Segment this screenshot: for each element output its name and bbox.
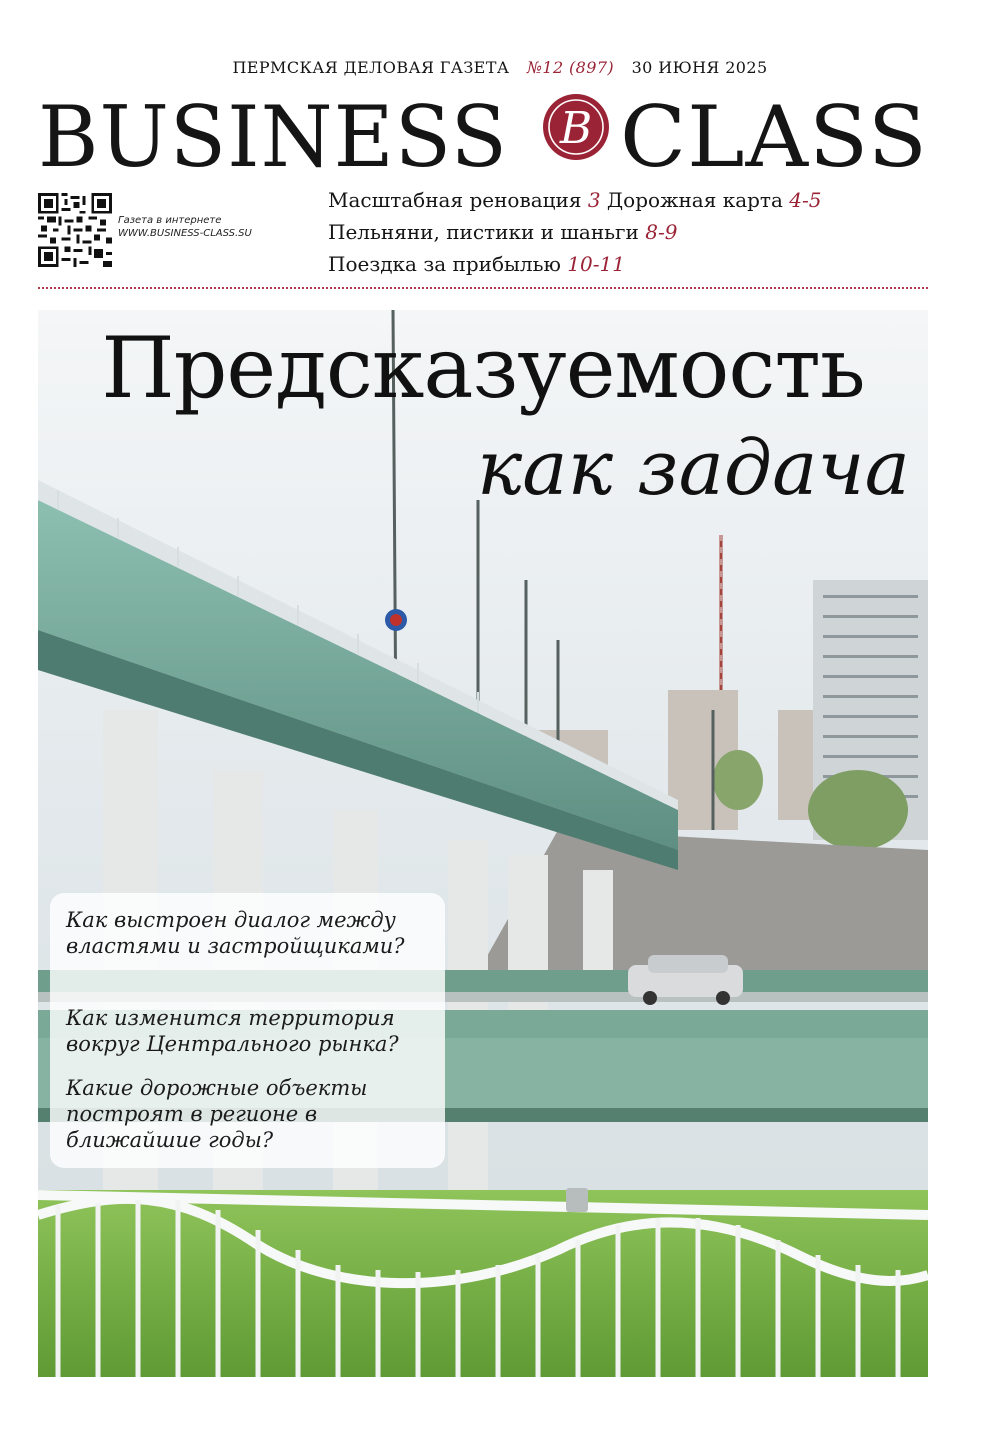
issue-number: №12 (897) <box>526 58 615 77</box>
dotted-divider <box>38 287 928 289</box>
contents-item-page: 4-5 <box>789 188 822 212</box>
website-link[interactable]: WWW.BUSINESS-CLASS.SU <box>118 228 252 239</box>
question-item: Как изменится территория вокруг Центрального рынка? <box>66 1006 399 1056</box>
contents-row-1 <box>328 184 948 216</box>
logo-svg <box>38 82 938 182</box>
headline-line-2: как задача <box>476 423 910 512</box>
web-label-text: Газета в интернете <box>118 215 222 226</box>
contents-item-title[interactable]: Поездка за прибылью <box>328 252 561 276</box>
contents-item-page: 8-9 <box>645 220 678 244</box>
contents-row-2 <box>328 216 948 248</box>
contents-item-page: 3 <box>587 188 601 212</box>
logo-emblem <box>543 94 609 160</box>
contents-item-page: 10-11 <box>567 252 625 276</box>
logo-word-class: CLASS <box>620 88 928 182</box>
table-of-contents <box>328 184 948 280</box>
contents-item-title[interactable]: Дорожная карта <box>606 188 783 212</box>
contents-item-title[interactable]: Пельняни, пистики и шаньги <box>328 220 639 244</box>
questions-box <box>50 893 445 1168</box>
logo-word-business: BUSINESS <box>38 88 508 182</box>
issue-date: 30 ИЮНЯ 2025 <box>631 58 768 77</box>
masthead-info <box>0 58 1000 84</box>
business-class-logo <box>38 82 938 182</box>
web-label <box>118 214 318 240</box>
headline-line-1: Предсказуемость <box>101 319 865 417</box>
contents-row-3 <box>328 248 948 280</box>
question-item: Какие дорожные объекты построят в регионе в ближайшие годы? <box>66 1076 368 1152</box>
publication-name: ПЕРМСКАЯ ДЕЛОВАЯ ГАЗЕТА <box>232 58 510 77</box>
logo-emblem-letter: B <box>559 103 593 154</box>
question-item: Как выстроен диалог между властями и застройщиками? <box>66 908 405 958</box>
qr-code[interactable] <box>38 193 112 267</box>
contents-item-title[interactable]: Масштабная реновация <box>328 188 582 212</box>
qr-code-icon <box>38 193 112 267</box>
